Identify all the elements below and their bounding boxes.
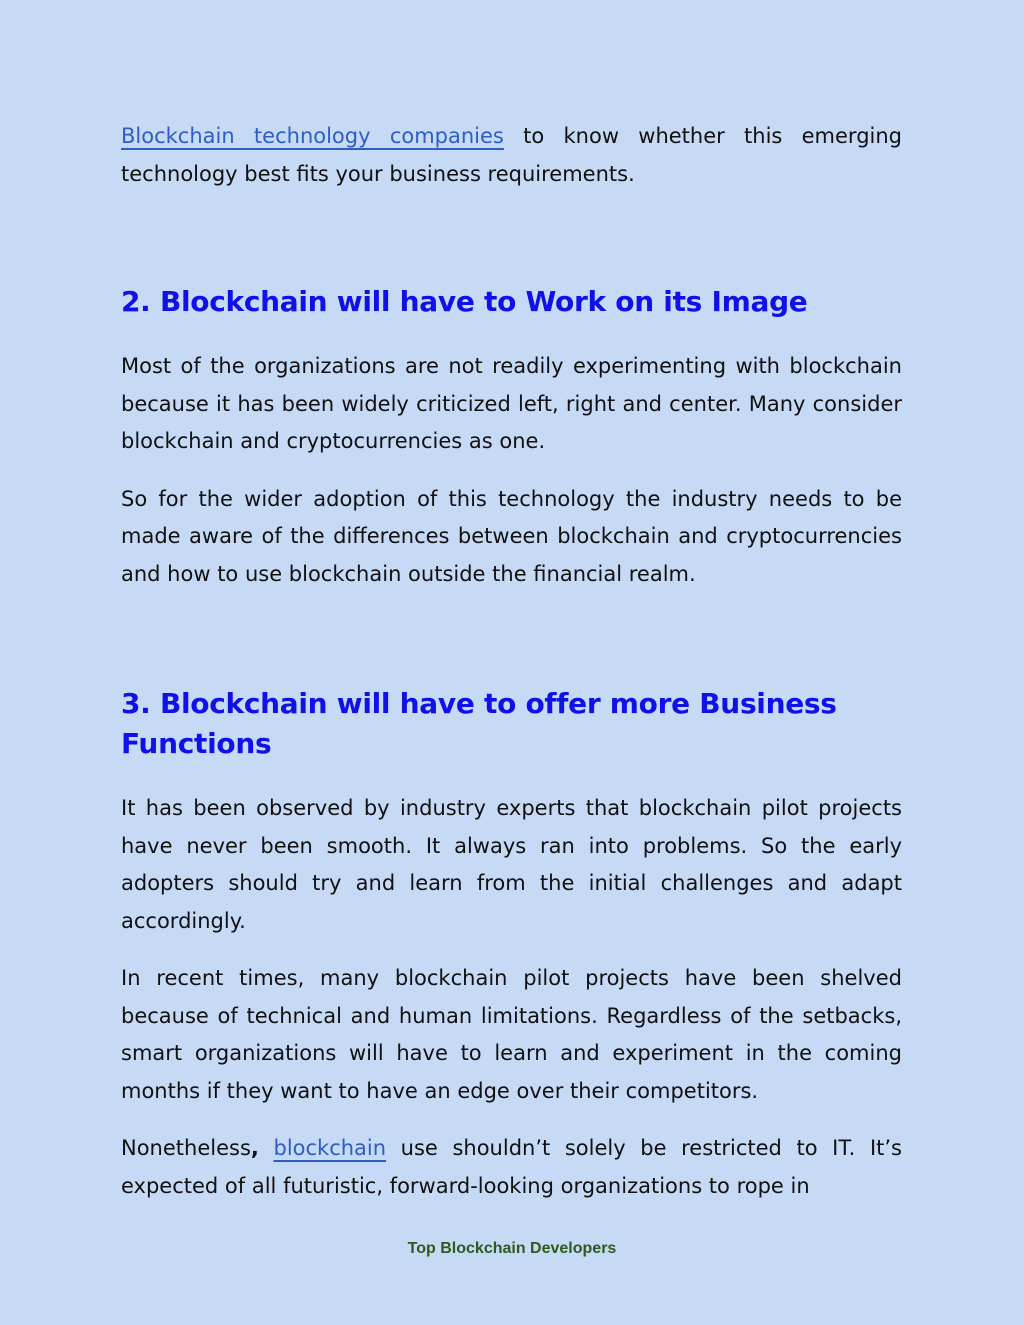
section-3-paragraph-3-text: use shouldn’t solely be restricted to IT. It’s expected of all futuristic, forward-looking organizations to rope in <box>121 1136 902 1198</box>
section-2-paragraph-2: So for the wider adoption of this technology the industry needs to be made aware of the differences between blockchain and cryptocurrencies and how to use blockchain outside the financial realm. <box>121 486 902 586</box>
page-footer: Top Blockchain Developers <box>407 1240 617 1257</box>
intro-paragraph <box>121 118 902 193</box>
blockchain-link[interactable]: blockchain <box>273 1136 387 1160</box>
document-body <box>121 118 902 1205</box>
nonetheless-text: Nonetheless <box>121 1136 251 1160</box>
blockchain-technology-companies-link[interactable]: Blockchain technology companies <box>121 124 504 148</box>
section-3-paragraph-3 <box>121 1130 902 1205</box>
section-2-heading: 2. Blockchain will have to Work on its Image <box>121 285 808 318</box>
bold-comma: , <box>250 1136 259 1160</box>
intro-text: to know whether this emerging technology best fits your business requirements. <box>121 124 902 186</box>
section-3-paragraph-2: In recent times, many blockchain pilot projects have been shelved because of technical and human limitations. Regardless of the setbacks, smart organizations will have to learn and experiment in the coming months if they want to have an edge over their competitors. <box>121 966 902 1103</box>
section-3-heading: 3. Blockchain will have to offer more Business Functions <box>121 687 837 760</box>
section-2-paragraph-1: Most of the organizations are not readily experimenting with blockchain because it has been widely criticized left, right and center. Many consider blockchain and cryptocurrencies as one. <box>121 354 902 453</box>
section-3-paragraph-1: It has been observed by industry experts that blockchain pilot projects have never been smooth. It always ran into problems. So the early adopters should try and learn from the initial challenges and adapt accordingly. <box>121 796 902 933</box>
